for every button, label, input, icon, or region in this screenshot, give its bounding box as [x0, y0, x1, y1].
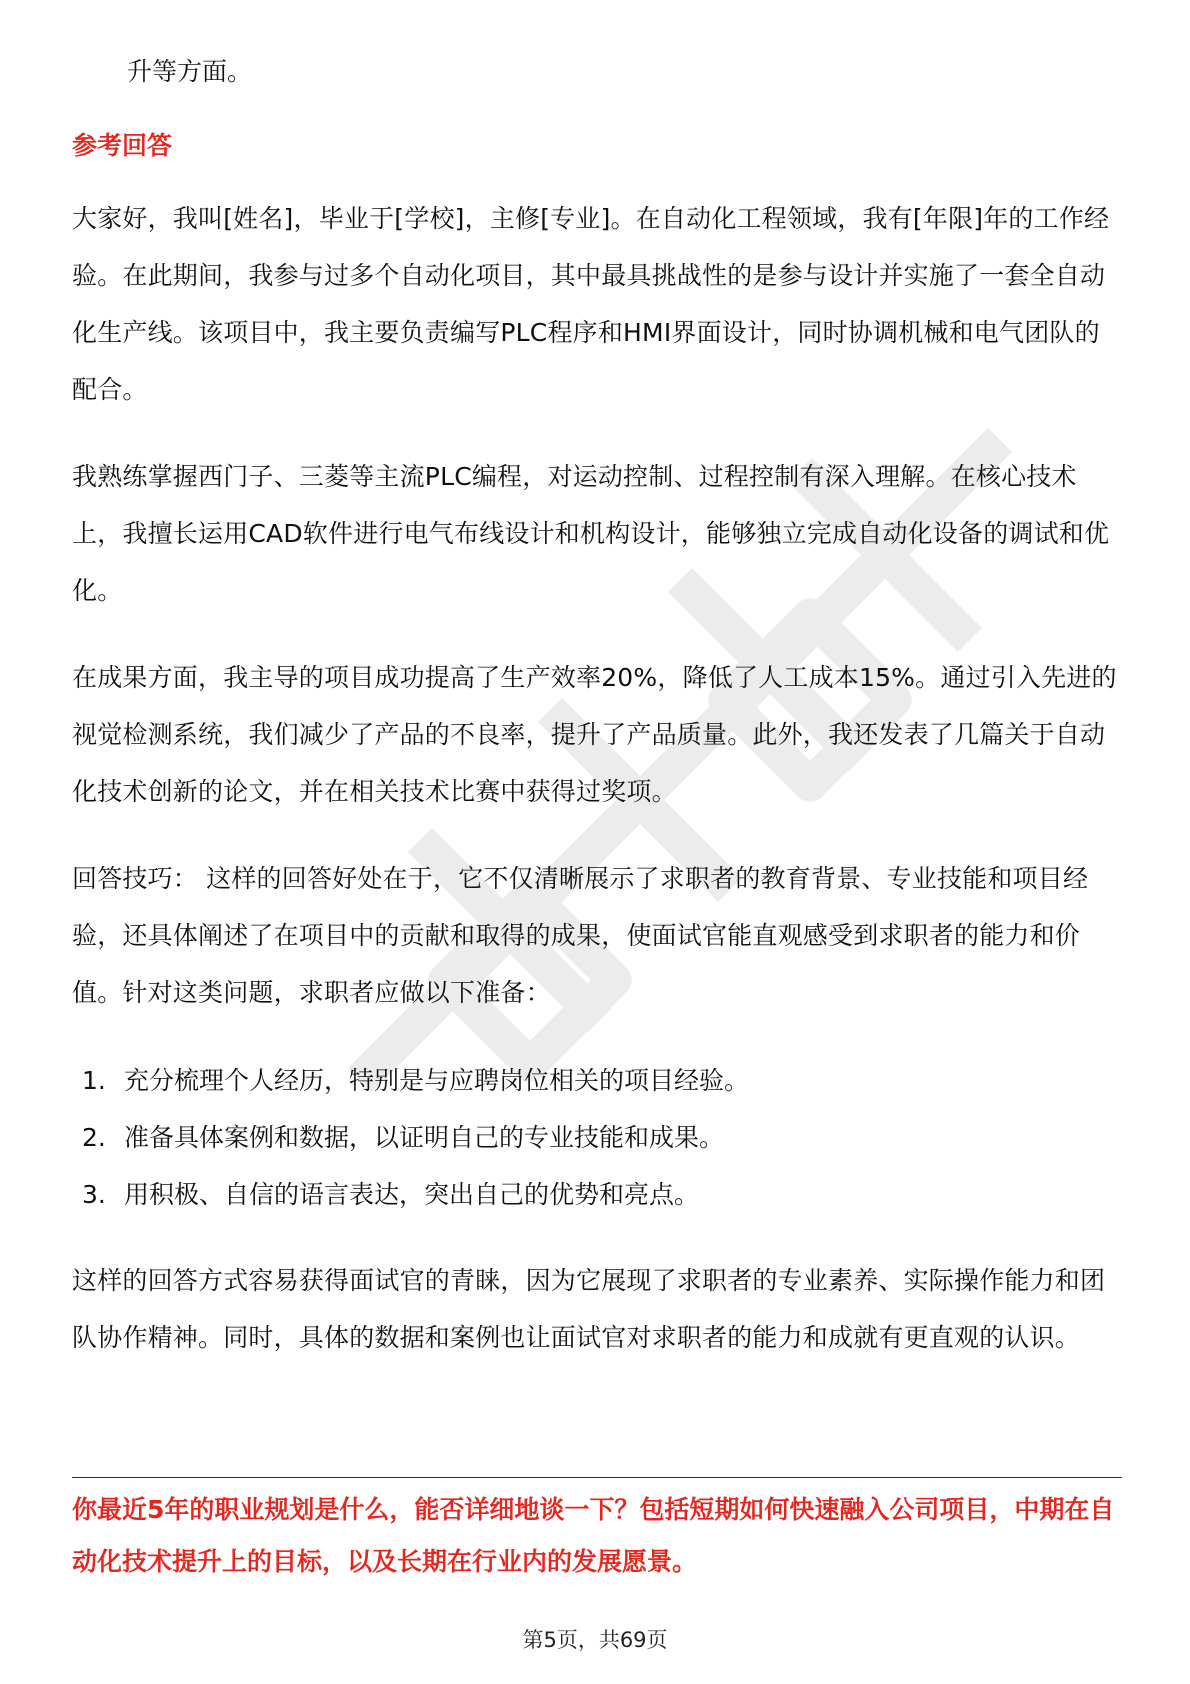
list-item-number: 2.: [82, 1123, 106, 1152]
list-item-number: 3.: [82, 1180, 106, 1209]
page-footer: 第5页，共69页: [522, 1628, 668, 1652]
list-item-text: 准备具体案例和数据，以证明自己的专业技能和成果。: [124, 1123, 725, 1152]
answer-paragraph-achievements: 在成果方面，我主导的项目成功提高了生产效率20%，降低了人工成本15%。通过引入先进的视觉检测系统，我们减少了产品的不良率，提升了产品质量。此外，我还发表了几篇关于自动化技术创新的论文，并在相关技术比赛中获得过奖项。: [72, 663, 1117, 806]
closing-paragraph: 这样的回答方式容易获得面试官的青睐，因为它展现了求职者的专业素养、实际操作能力和团队协作精神。同时，具体的数据和案例也让面试官对求职者的能力和成就有更直观的认识。: [72, 1266, 1106, 1352]
section-divider: [72, 1477, 1122, 1478]
answer-tips-paragraph: 回答技巧： 这样的回答好处在于，它不仅清晰展示了求职者的教育背景、专业技能和项目经验，还具体阐述了在项目中的贡献和取得的成果，使面试官能直观感受到求职者的能力和价值。针对这类问题，求职者应做以下准备：: [72, 864, 1089, 1007]
continuation-text: 升等方面。: [127, 57, 253, 86]
answer-paragraph-intro: 大家好，我叫[姓名]，毕业于[学校]，主修[专业]。在自动化工程领域，我有[年限]年的工作经验。在此期间，我参与过多个自动化项目，其中最具挑战性的是参与设计并实施了一套全自动化生产线。该项目中，我主要负责编写PLC程序和HMI界面设计，同时协调机械和电气团队的配合。: [72, 204, 1110, 404]
list-item: [82, 1109, 1122, 1166]
list-item: [82, 1052, 1122, 1109]
list-item-text: 充分梳理个人经历，特别是与应聘岗位相关的项目经验。: [124, 1066, 750, 1095]
preparation-list: [82, 1052, 1122, 1223]
section-heading-reference-answer: 参考回答: [72, 131, 173, 160]
list-item-number: 1.: [82, 1066, 106, 1095]
list-item-text: 用积极、自信的语言表达，突出自己的优势和亮点。: [124, 1180, 700, 1209]
list-item: [82, 1166, 1122, 1223]
next-question-heading: 你最近5年的职业规划是什么，能否详细地谈一下？包括短期如何快速融入公司项目，中期在自动化技术提升上的目标，以及长期在行业内的发展愿景。: [72, 1495, 1115, 1576]
answer-paragraph-skills: 我熟练掌握西门子、三菱等主流PLC编程，对运动控制、过程控制有深入理解。在核心技术上，我擅长运用CAD软件进行电气布线设计和机构设计，能够独立完成自动化设备的调试和优化。: [72, 462, 1110, 605]
